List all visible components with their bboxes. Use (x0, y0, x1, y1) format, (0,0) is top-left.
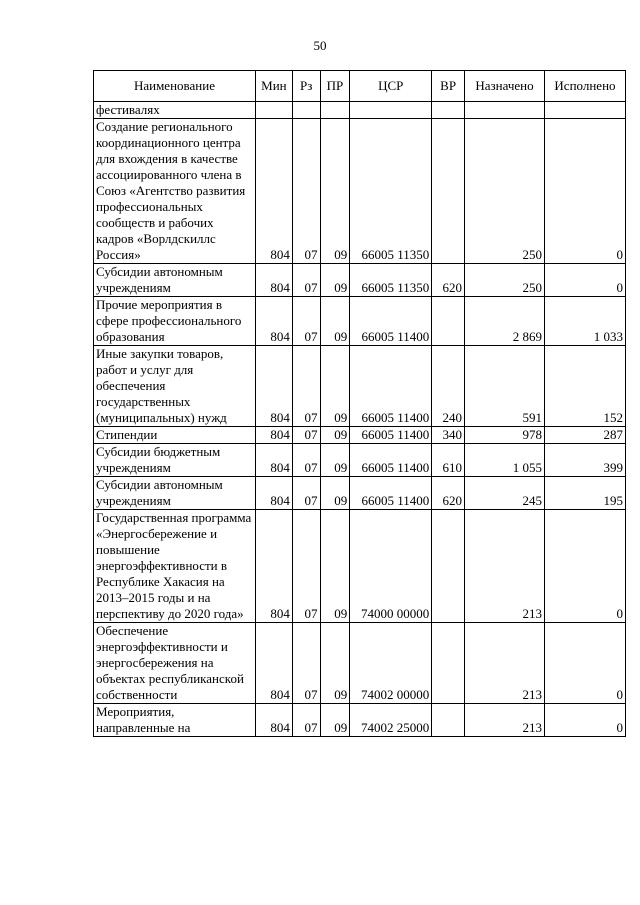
page-number: 50 (313, 38, 327, 53)
row-executed: 399 (544, 444, 625, 477)
header-name: Наименование (94, 71, 256, 102)
row-csr: 66005 11400 (350, 427, 432, 444)
row-csr (350, 102, 432, 119)
row-csr: 66005 11350 (350, 264, 432, 297)
header-csr: ЦСР (350, 71, 432, 102)
row-executed: 0 (544, 119, 625, 264)
row-name: Субсидии автономным учреждениям (94, 264, 256, 297)
row-rz: 07 (292, 119, 320, 264)
row-vr (432, 119, 465, 264)
row-pr: 09 (320, 444, 350, 477)
row-rz: 07 (292, 264, 320, 297)
row-min: 804 (255, 264, 292, 297)
row-vr: 610 (432, 444, 465, 477)
row-rz: 07 (292, 346, 320, 427)
row-min: 804 (255, 346, 292, 427)
row-csr: 66005 11400 (350, 477, 432, 510)
row-assigned (465, 102, 545, 119)
row-vr: 620 (432, 264, 465, 297)
row-assigned: 2 869 (465, 297, 545, 346)
table-row (94, 297, 626, 346)
row-name: Государственная программа «Энергосбережение и повышение энергоэффективности в Республике Хакасия на 2013–2015 годы и на перспективу до 2020 года» (94, 510, 256, 623)
row-pr: 09 (320, 427, 350, 444)
row-name: фестивалях (94, 102, 256, 119)
table-row (94, 704, 626, 737)
header-min: Мин (255, 71, 292, 102)
row-vr: 340 (432, 427, 465, 444)
row-pr: 09 (320, 264, 350, 297)
header-executed: Исполнено (544, 71, 625, 102)
row-pr: 09 (320, 510, 350, 623)
row-vr (432, 102, 465, 119)
budget-table (93, 70, 626, 737)
row-min: 804 (255, 427, 292, 444)
table-row (94, 477, 626, 510)
table-header-row (94, 71, 626, 102)
row-assigned: 591 (465, 346, 545, 427)
row-executed: 0 (544, 623, 625, 704)
row-min: 804 (255, 623, 292, 704)
row-assigned: 250 (465, 119, 545, 264)
table-row (94, 623, 626, 704)
header-assigned: Назначено (465, 71, 545, 102)
row-executed: 0 (544, 264, 625, 297)
row-csr: 66005 11400 (350, 297, 432, 346)
row-rz (292, 102, 320, 119)
row-vr (432, 704, 465, 737)
row-assigned: 213 (465, 704, 545, 737)
row-name: Мероприятия, направленные на (94, 704, 256, 737)
row-min: 804 (255, 119, 292, 264)
table-row (94, 427, 626, 444)
header-rz: Рз (292, 71, 320, 102)
row-rz: 07 (292, 704, 320, 737)
row-pr: 09 (320, 119, 350, 264)
table-row (94, 346, 626, 427)
row-assigned: 1 055 (465, 444, 545, 477)
row-rz: 07 (292, 477, 320, 510)
row-assigned: 213 (465, 510, 545, 623)
row-pr: 09 (320, 477, 350, 510)
row-csr: 66005 11400 (350, 346, 432, 427)
row-rz: 07 (292, 444, 320, 477)
row-csr: 74002 25000 (350, 704, 432, 737)
row-rz: 07 (292, 427, 320, 444)
row-csr: 66005 11350 (350, 119, 432, 264)
row-pr: 09 (320, 623, 350, 704)
row-csr: 74002 00000 (350, 623, 432, 704)
row-vr (432, 510, 465, 623)
row-name: Прочие мероприятия в сфере профессионального образования (94, 297, 256, 346)
row-csr: 74000 00000 (350, 510, 432, 623)
row-executed: 287 (544, 427, 625, 444)
row-assigned: 250 (465, 264, 545, 297)
row-pr: 09 (320, 297, 350, 346)
row-name: Иные закупки товаров, работ и услуг для обеспечения государственных (муниципальных) нужд (94, 346, 256, 427)
row-vr (432, 297, 465, 346)
row-min: 804 (255, 704, 292, 737)
row-min: 804 (255, 510, 292, 623)
row-name: Стипендии (94, 427, 256, 444)
row-name: Обеспечение энергоэффективности и энергосбережения на объектах республиканской собственности (94, 623, 256, 704)
row-pr (320, 102, 350, 119)
row-pr: 09 (320, 704, 350, 737)
table-row (94, 444, 626, 477)
row-executed: 0 (544, 510, 625, 623)
row-assigned: 978 (465, 427, 545, 444)
row-assigned: 213 (465, 623, 545, 704)
table-row (94, 119, 626, 264)
table-row (94, 510, 626, 623)
row-min: 804 (255, 477, 292, 510)
row-executed: 1 033 (544, 297, 625, 346)
row-rz: 07 (292, 623, 320, 704)
row-executed: 0 (544, 704, 625, 737)
header-pr: ПР (320, 71, 350, 102)
row-pr: 09 (320, 346, 350, 427)
row-vr: 620 (432, 477, 465, 510)
table-row (94, 264, 626, 297)
row-csr: 66005 11400 (350, 444, 432, 477)
row-executed: 152 (544, 346, 625, 427)
table-row (94, 102, 626, 119)
row-rz: 07 (292, 297, 320, 346)
row-vr (432, 623, 465, 704)
row-name: Субсидии автономным учреждениям (94, 477, 256, 510)
row-min: 804 (255, 297, 292, 346)
row-vr: 240 (432, 346, 465, 427)
row-executed (544, 102, 625, 119)
row-name: Создание регионального координационного центра для вхождения в качестве ассоциированного члена в Союз «Агентство развития профессиональных сообществ и рабочих кадров «Ворлдскиллс Россия» (94, 119, 256, 264)
row-name: Субсидии бюджетным учреждениям (94, 444, 256, 477)
row-assigned: 245 (465, 477, 545, 510)
row-executed: 195 (544, 477, 625, 510)
row-rz: 07 (292, 510, 320, 623)
row-min (255, 102, 292, 119)
header-vr: ВР (432, 71, 465, 102)
row-min: 804 (255, 444, 292, 477)
